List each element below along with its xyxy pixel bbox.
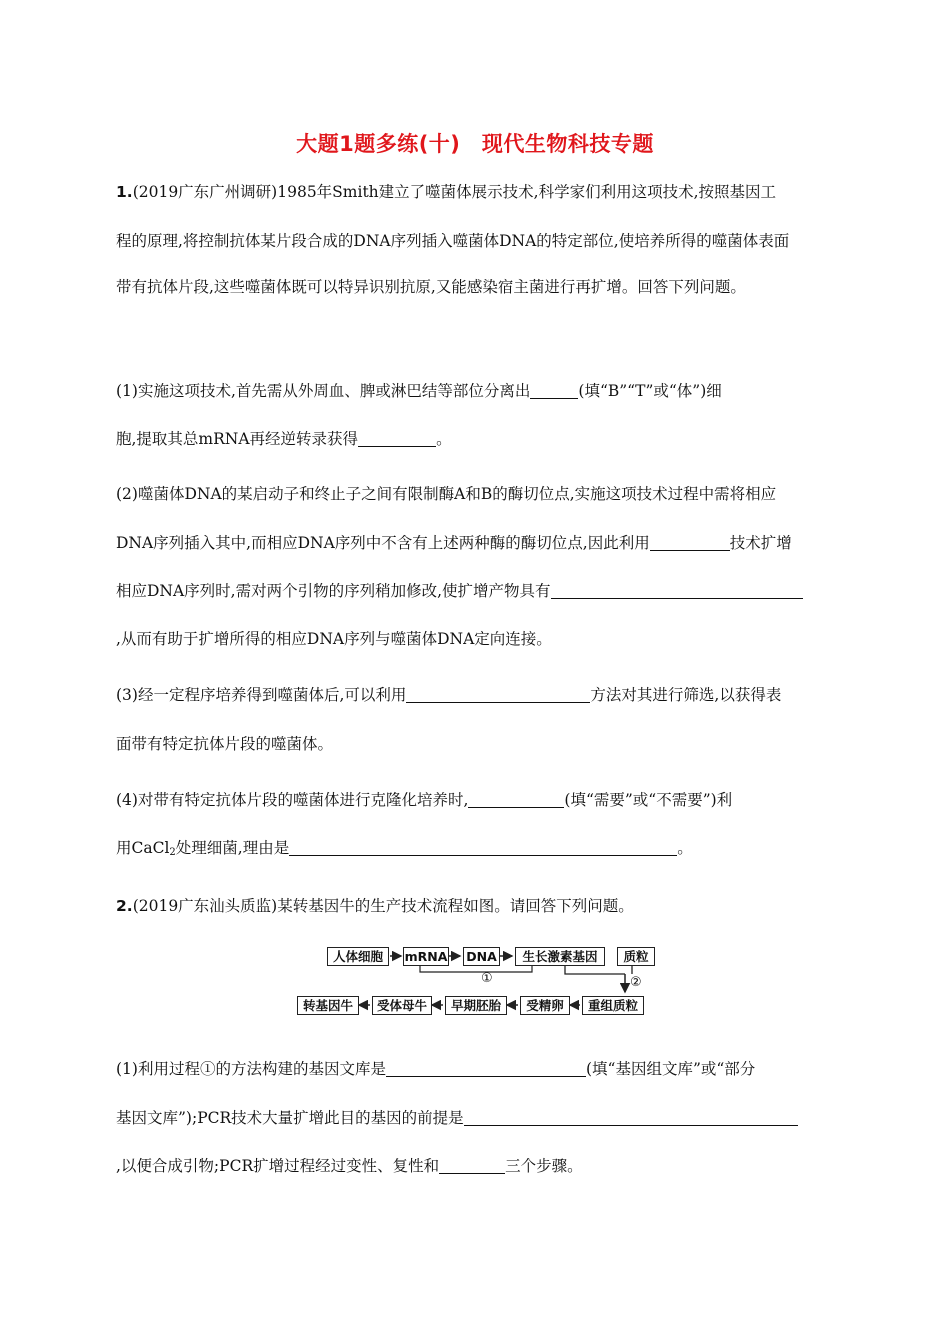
q1-part3-line-1: (3)经一定程序培养得到噬菌体后,可以利用 方法对其进行筛选,以获得表 — [116, 686, 782, 704]
answer-blank[interactable] — [530, 383, 578, 399]
answer-blank[interactable] — [406, 687, 590, 703]
answer-blank[interactable] — [358, 431, 436, 447]
q1-part2-line-3: 相应DNA序列时,需对两个引物的序列稍加修改,使扩增产物具有 — [116, 580, 803, 602]
q1-part1-line-1: (1)实施这项技术,首先需从外周血、脾或淋巴结等部位分离出 (填“B”“T”或“体”)细 — [116, 382, 722, 400]
step-2-label: ② — [630, 975, 642, 990]
flow-diagram — [300, 944, 660, 1022]
answer-blank[interactable] — [464, 1110, 798, 1126]
answer-blank[interactable] — [386, 1061, 586, 1077]
flow-box-plasmid: 质粒 — [617, 947, 655, 966]
q1-intro-line-3: 带有抗体片段,这些噬菌体既可以特异识别抗原,又能感染宿主菌进行再扩增。回答下列问题。 — [116, 278, 746, 296]
page-title: 大题1题多练(十) 现代生物科技专题 — [296, 132, 654, 156]
answer-blank[interactable] — [551, 583, 803, 599]
flow-box-transgenic-cow: 转基因牛 — [297, 996, 359, 1015]
q2-intro: 2.(2019广东汕头质监)某转基因牛的生产技术流程如图。请回答下列问题。 — [116, 897, 634, 915]
flow-box-mrna: mRNA — [404, 949, 448, 964]
bracket-step1 — [420, 965, 532, 972]
q1-part3-line-2: 面带有特定抗体片段的噬菌体。 — [116, 735, 334, 753]
step-1-label: ① — [481, 971, 493, 986]
q2-number: 2. — [116, 897, 133, 915]
q2-part1-line-2: 基因文库”);PCR技术大量扩增此目的基因的前提是 — [116, 1107, 798, 1129]
q1-intro-line-1: 1.(2019广东广州调研)1985年Smith建立了噬菌体展示技术,科学家们利用这项技术,按照基因工 — [116, 183, 777, 201]
flow-box-recipient-cow: 受体母牛 — [372, 996, 432, 1015]
answer-blank[interactable] — [650, 535, 730, 551]
flow-box-dna: DNA — [463, 947, 500, 966]
flow-box-gh-gene: 生长激素基因 — [515, 947, 605, 966]
flow-box-recombinant-plasmid: 重组质粒 — [582, 996, 644, 1015]
answer-blank[interactable] — [289, 840, 677, 856]
q2-part1-line-3: ,以便合成引物;PCR扩增过程经过变性、复性和 三个步骤。 — [116, 1157, 583, 1175]
q1-part1-line-2: 胞,提取其总mRNA再经逆转录获得 。 — [116, 430, 452, 448]
flow-box-zygote: 受精卵 — [520, 996, 570, 1015]
q1-part4-line-1: (4)对带有特定抗体片段的噬菌体进行克隆化培养时, (填“需要”或“不需要”)利 — [116, 791, 733, 809]
q1-part4-line-2: 用CaCl$_2$处理细菌,理由是 。 — [116, 839, 693, 858]
flow-box-human-cell: 人体细胞 — [327, 947, 389, 966]
q1-intro-line-2: 程的原理,将控制抗体某片段合成的DNA序列插入噬菌体DNA的特定部位,使培养所得的噬菌体表面 — [116, 232, 790, 250]
q1-part2-line-4: ,从而有助于扩增所得的相应DNA序列与噬菌体DNA定向连接。 — [116, 630, 552, 648]
q1-part2-line-2: DNA序列插入其中,而相应DNA序列中不含有上述两种酶的酶切位点,因此利用 技术扩增 — [116, 534, 792, 552]
q1-part2-line-1: (2)噬菌体DNA的某启动子和终止子之间有限制酶A和B的酶切位点,实施这项技术过程中需将相应 — [116, 485, 777, 503]
answer-blank[interactable] — [468, 792, 564, 808]
q1-number: 1. — [116, 183, 133, 201]
answer-blank[interactable] — [439, 1158, 505, 1174]
flow-box-early-embryo: 早期胚胎 — [445, 996, 507, 1015]
gene-merge-line — [565, 965, 625, 974]
q2-part1-line-1: (1)利用过程①的方法构建的基因文库是 (填“基因组文库”或“部分 — [116, 1060, 756, 1078]
